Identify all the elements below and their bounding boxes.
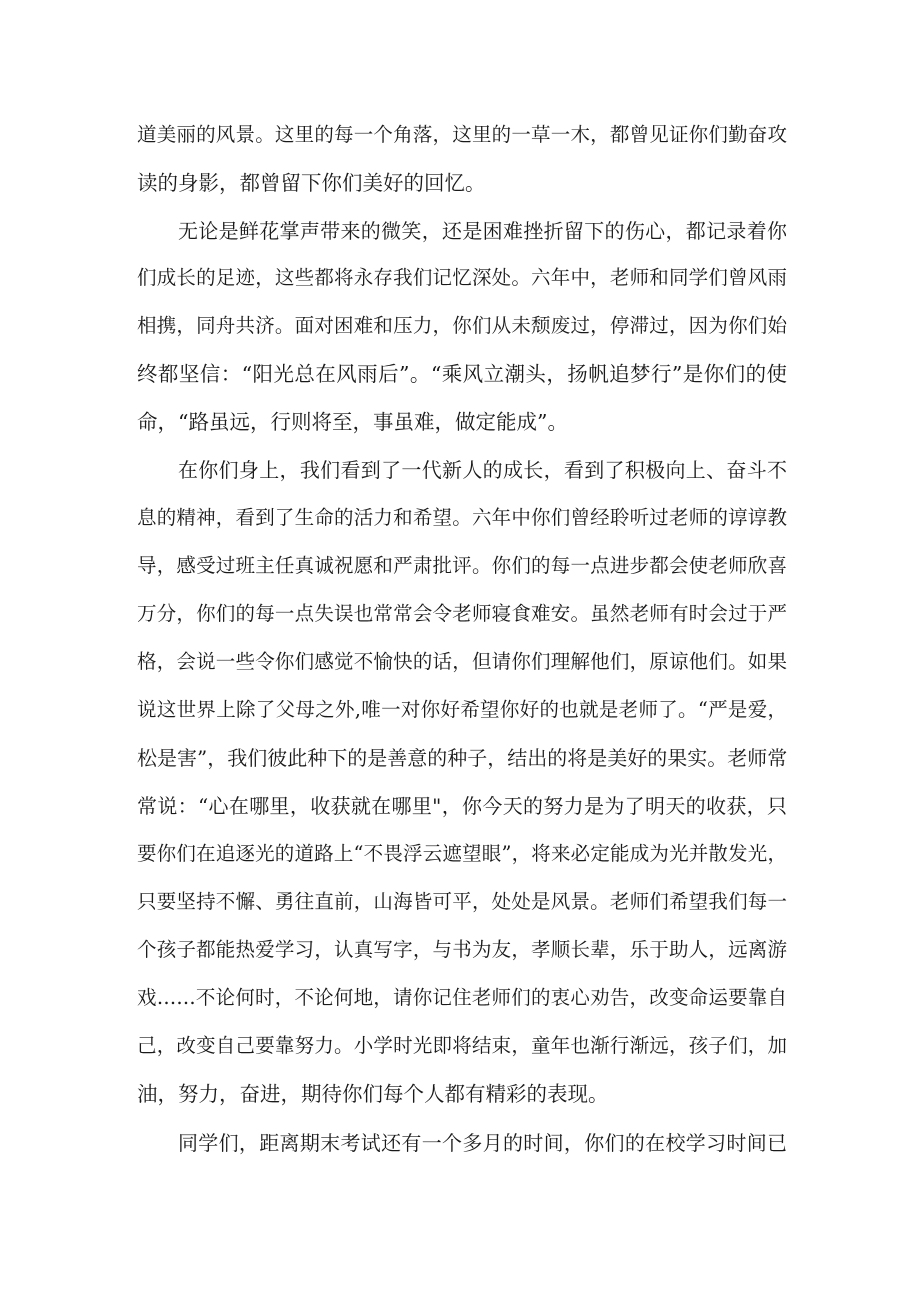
text-line: 己，改变自己要靠努力。小学时光即将结束，童年也渐行渐远，孩子们，加 — [137, 1034, 787, 1057]
text-line: 在你们身上，我们看到了一代新人的成长，看到了积极向上、奋斗不 — [178, 458, 787, 482]
text-line: 戏……不论何时，不论何地，请你记住老师们的衷心劝告，改变命运要靠自 — [137, 986, 787, 1009]
text-line: 终都坚信：“阳光总在风雨后”。“乘风立潮头，扬帆追梦行”是你们的使 — [137, 362, 787, 386]
text-line: 相携，同舟共济。面对困难和压力，你们从未颓废过，停滞过，因为你们始 — [137, 314, 787, 337]
text-line: 们成长的足迹，这些都将永存我们记忆深处。六年中，老师和同学们曾风雨 — [137, 266, 787, 289]
text-line: 同学们，距离期末考试还有一个多月的时间，你们的在校学习时间已 — [178, 1131, 787, 1155]
text-line: 松是害”，我们彼此种下的是善意的种子，结出的将是美好的果实。老师常 — [137, 746, 788, 770]
text-line: 只要坚持不懈、勇往直前，山海皆可平，处处是风景。老师们希望我们每一 — [137, 890, 787, 913]
text-line: 常说：“心在哪里，收获就在哪里"，你今天的努力是为了明天的收获，只 — [137, 794, 787, 818]
text-line: 说这世界上除了父母之外,唯一对你好希望你好的也就是老师了。“严是爱， — [137, 698, 787, 721]
text-line: 油，努力，奋进，期待你们每个人都有精彩的表现。 — [137, 1082, 609, 1106]
text-line: 万分，你们的每一点失误也常常会令老师寝食难安。虽然老师有时会过于严 — [137, 602, 787, 625]
text-line: 要你们在追逐光的道路上“不畏浮云遮望眼”，将来必定能成为光并散发光， — [137, 842, 787, 865]
text-line: 息的精神，看到了生命的活力和希望。六年中你们曾经聆听过老师的谆谆教 — [137, 506, 787, 529]
text-line: 道美丽的风景。这里的每一个角落，这里的一草一木，都曾见证你们勤奋攻 — [137, 123, 787, 146]
text-line: 格，会说一些令你们感觉不愉快的话，但请你们理解他们，原谅他们。如果 — [137, 650, 787, 673]
text-line: 读的身影，都曾留下你们美好的回忆。 — [137, 171, 486, 195]
text-line: 无论是鲜花掌声带来的微笑，还是困难挫折留下的伤心，都记录着你 — [178, 219, 787, 243]
text-line: 命，“路虽远，行则将至，事虽难，做定能成”。 — [137, 410, 568, 434]
text-line: 个孩子都能热爱学习，认真写字，与书为友，孝顺长辈，乐于助人，远离游 — [137, 938, 787, 961]
text-line: 导，感受过班主任真诚祝愿和严肃批评。你们的每一点进步都会使老师欣喜 — [137, 554, 787, 577]
